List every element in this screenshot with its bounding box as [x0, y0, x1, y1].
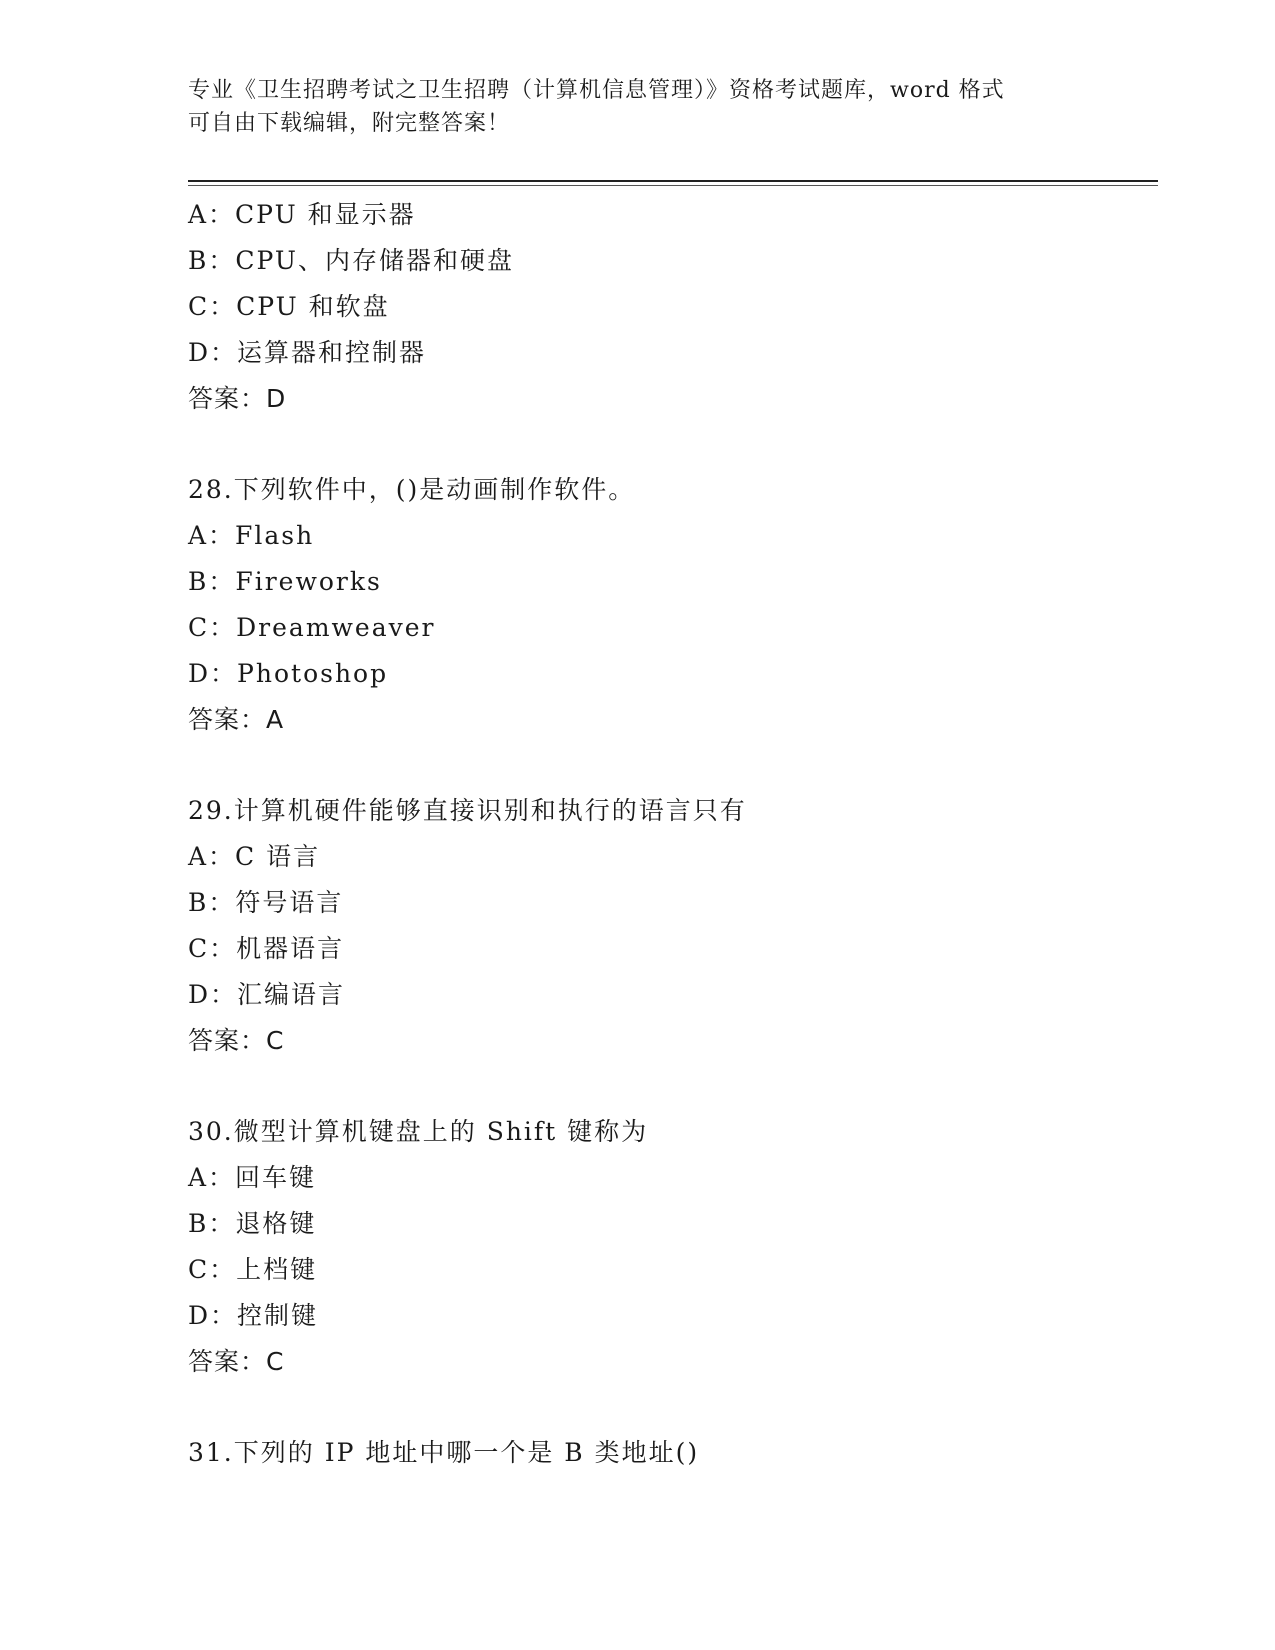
- option-a: A：C 语言: [188, 842, 321, 871]
- question-block-29: [188, 788, 1148, 1064]
- option-b: B：Fireworks: [188, 567, 382, 596]
- question-text: 30.微型计算机键盘上的 Shift 键称为: [188, 1117, 649, 1146]
- answer-line: 答案：D: [188, 384, 287, 413]
- question-block-30: [188, 1109, 1148, 1385]
- question-list: [188, 192, 1148, 1476]
- option-a: A：回车键: [188, 1163, 317, 1192]
- option-d: D：运算器和控制器: [188, 338, 427, 367]
- option-d: D：控制键: [188, 1301, 319, 1330]
- option-a: A：Flash: [188, 521, 315, 550]
- header-line-1: 专业《卫生招聘考试之卫生招聘（计算机信息管理）》资格考试题库，word 格式: [188, 78, 1005, 103]
- header-divider-thin: [188, 185, 1158, 186]
- question-text: 28.下列软件中，()是动画制作软件。: [188, 475, 636, 504]
- answer-line: 答案：C: [188, 1026, 285, 1055]
- question-block-28: [188, 467, 1148, 743]
- option-d: D：Photoshop: [188, 659, 389, 688]
- option-c: C：Dreamweaver: [188, 613, 436, 642]
- question-block-31: [188, 1430, 1148, 1476]
- question-text: 29.计算机硬件能够直接识别和执行的语言只有: [188, 796, 747, 825]
- option-a: A：CPU 和显示器: [188, 200, 416, 229]
- option-b: B：符号语言: [188, 888, 344, 917]
- option-c: C：上档键: [188, 1255, 318, 1284]
- option-b: B：退格键: [188, 1209, 317, 1238]
- header-divider-thick: [188, 180, 1158, 182]
- option-c: C：机器语言: [188, 934, 345, 963]
- option-c: C：CPU 和软盘: [188, 292, 390, 321]
- question-block-27: [188, 192, 1148, 422]
- header-line-2: 可自由下载编辑，附完整答案！: [188, 111, 511, 136]
- question-text: 31.下列的 IP 地址中哪一个是 B 类地址(): [188, 1438, 700, 1467]
- answer-line: 答案：C: [188, 1347, 285, 1376]
- option-d: D：汇编语言: [188, 980, 346, 1009]
- answer-line: 答案：A: [188, 705, 285, 734]
- option-b: B：CPU、内存储器和硬盘: [188, 246, 514, 275]
- document-header: [188, 74, 1088, 140]
